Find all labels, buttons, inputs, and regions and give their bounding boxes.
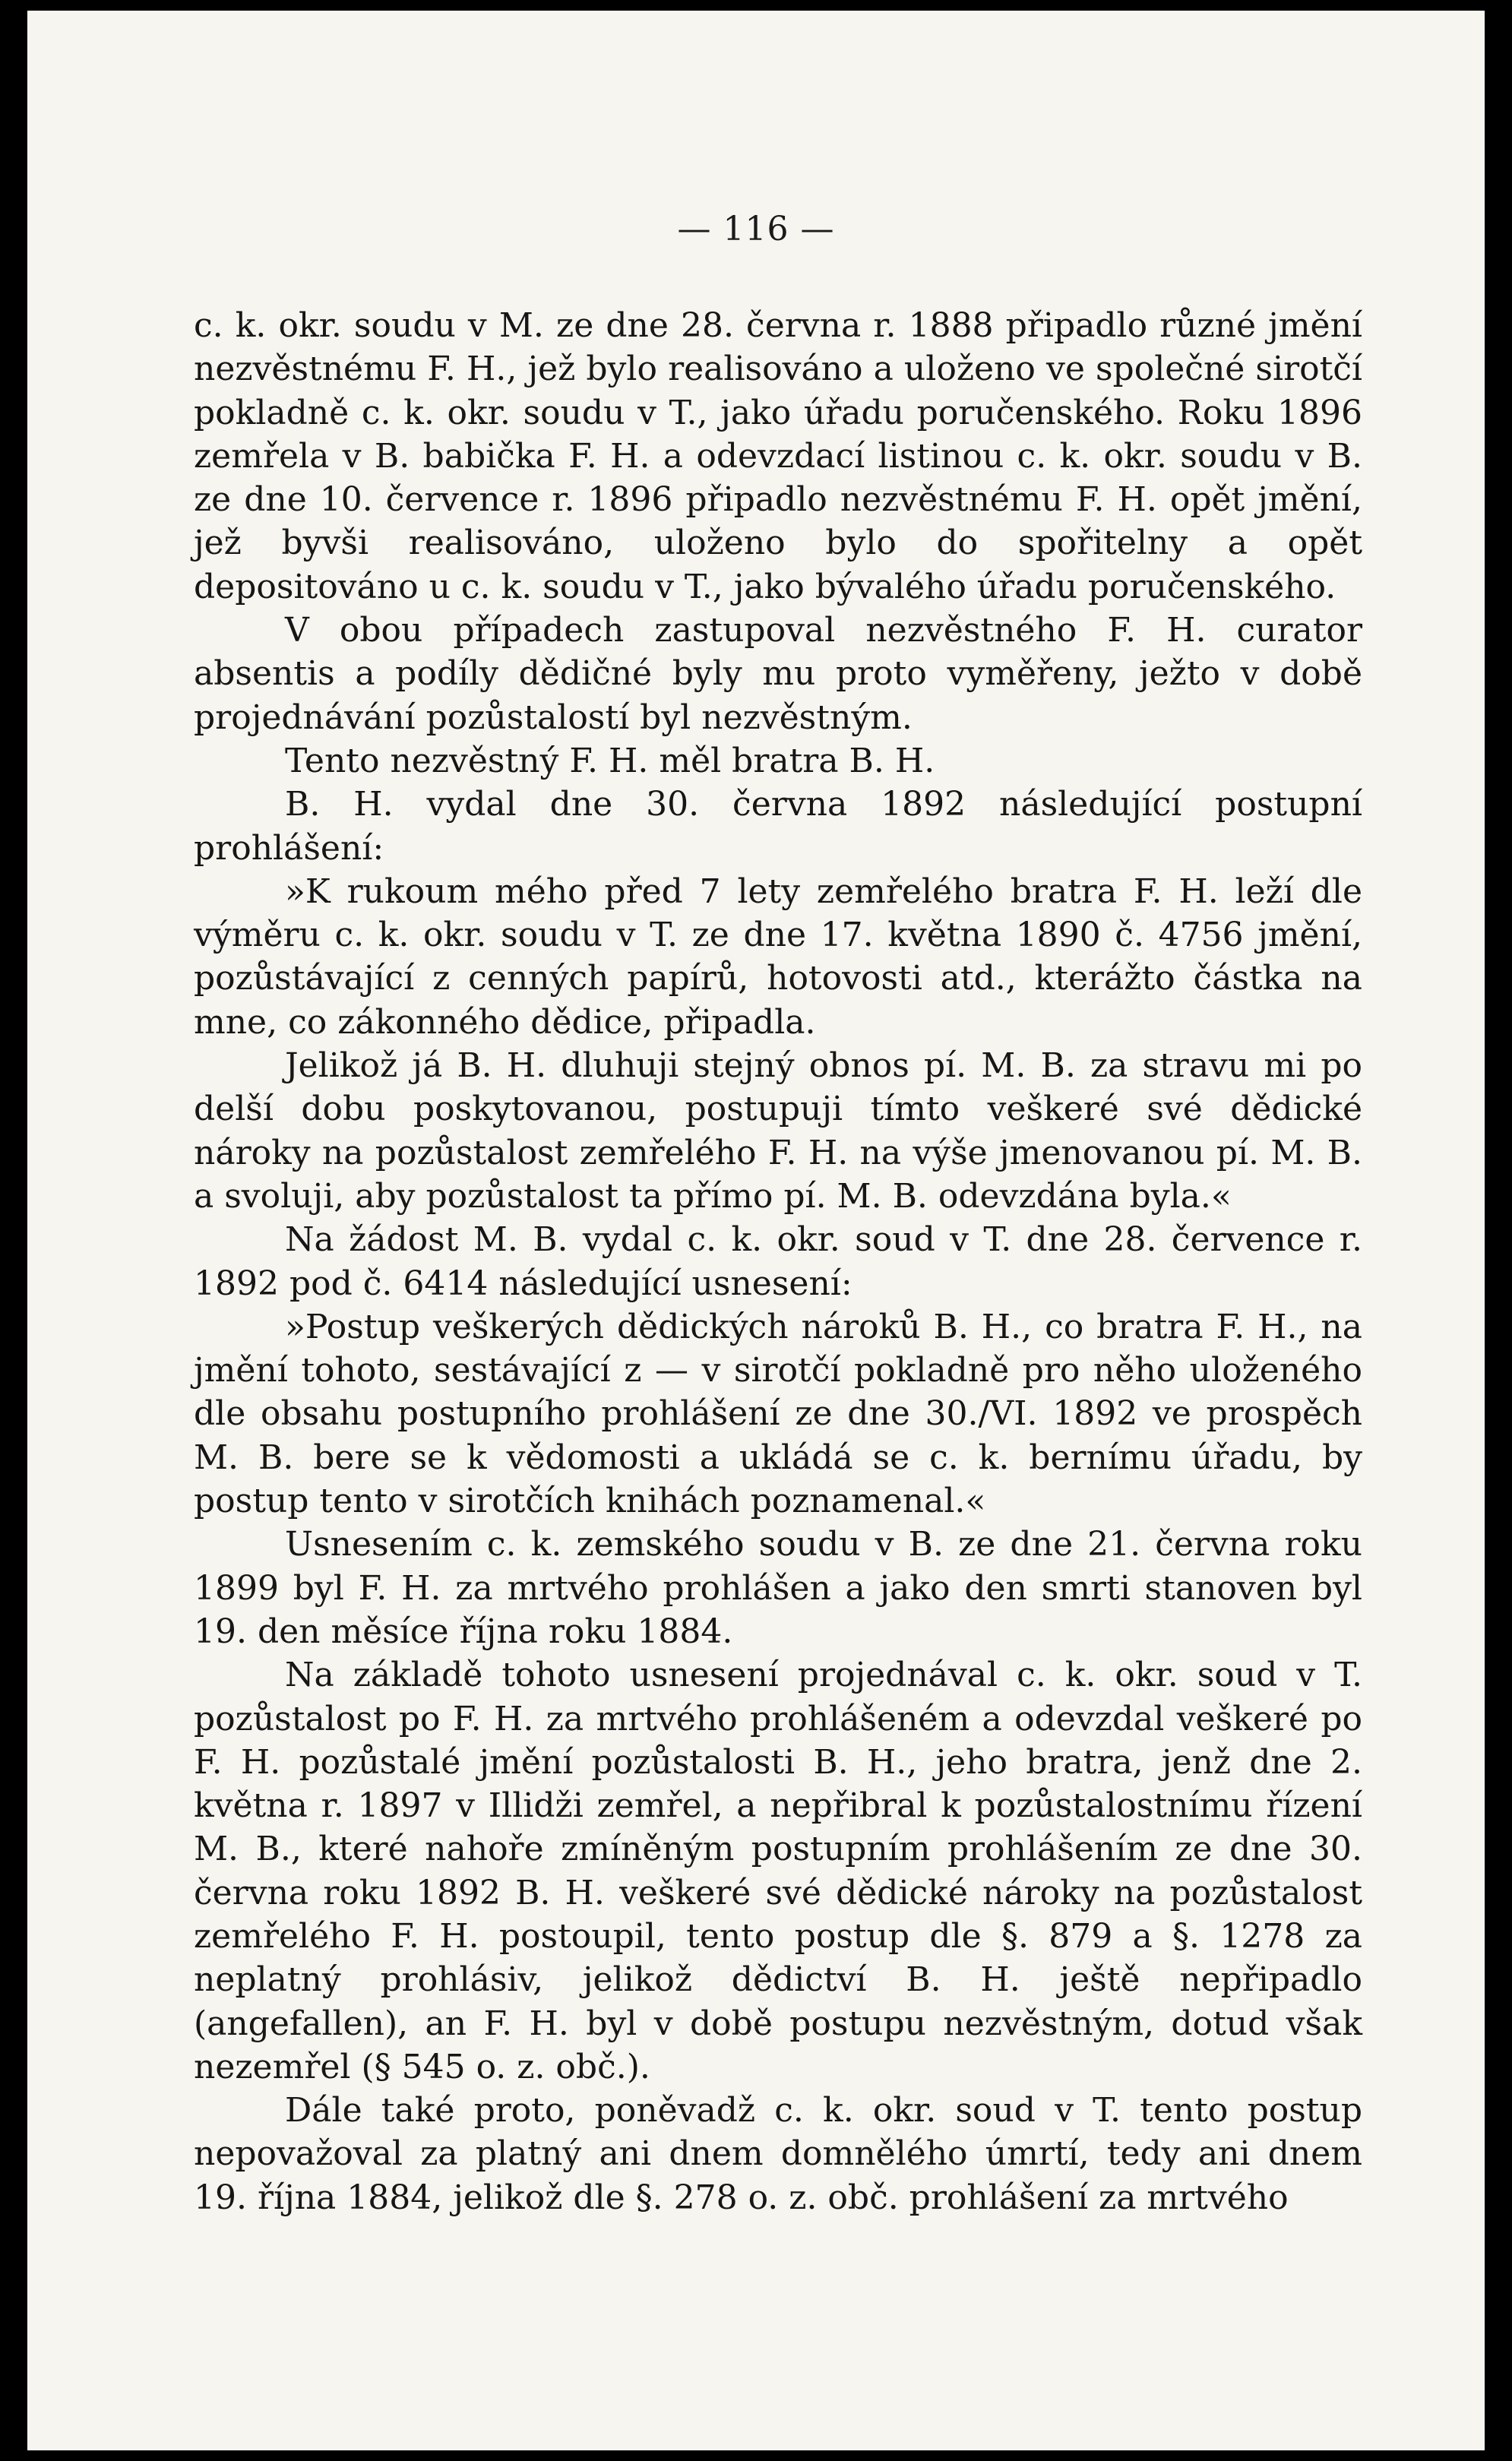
page-number: — 116 — — [677, 210, 835, 248]
paragraph-6: Jelikož já B. H. dluhuji stejný obnos pí. M. B. za stravu mi po delší dobu poskytovanou, postupuji tímto veškeré své dědické nároky na pozůstalost zemřelého F. H. na výše jmenovanou pí. M. B. a svoluji, aby pozůstalost ta přímo pí. M. B. odevzdána byla.« — [194, 1046, 1362, 1216]
paragraph-10: Na základě tohoto usnesení projednával c. k. okr. soud v T. pozůstalost po F. H. za mrtvého prohlášeném a odevzdal veškeré po F. H. pozůstalé jmění pozůstalosti B. H., jeho bratra, jenž dne 2. května r. 1897 v Illidži zemřel, a nepřibral k pozůstalostnímu řízení M. B., které nahoře zmíněným postupním prohlášením ze dne 30. června roku 1892 B. H. veškeré své dědické nároky na pozůstalost zemřelého F. H. postoupil, tento postup dle §. 879 a §. 1278 za neplatný prohlásiv, jelikož dědictví B. H. ještě nepřipadlo (angefallen), an F. H. byl v době postupu nezvěstným, dotud však nezemřel (§ 545 o. z. obč.). — [194, 1656, 1362, 2086]
paragraph-1: c. k. okr. soudu v M. ze dne 28. června r. 1888 připadlo různé jmění nezvěstnému F. H., jež bylo realisováno a uloženo ve společné sirotčí pokladně c. k. okr. soudu v T., jako úřadu poručenského. Roku 1896 zemřela v B. babička F. H. a odevzdací listinou c. k. okr. soudu v B. ze dne 10. července r. 1896 připadlo nezvěstnému F. H. opět jmění, jež byvši realisováno, uloženo bylo do spořitelny a opět depositováno u c. k. soudu v T., jako bývalého úřadu poručenského. — [194, 306, 1362, 606]
paragraph-5: »K rukoum mého před 7 lety zemřelého bratra F. H. leží dle výměru c. k. okr. soudu v T. ze dne 17. května 1890 č. 4756 jmění, pozůstávající z cenných papírů, hotovosti atd., kterážto částka na mne, co zákonného dědice, připadla. — [194, 871, 1362, 1042]
paragraph-2: V obou případech zastupoval nezvěstného F. H. curator absentis a podíly dědičné byly mu proto vyměřeny, ježto v době projednávání pozůstalostí byl nezvěstným. — [194, 611, 1362, 737]
paragraph-8: »Postup veškerých dědických nároků B. H., co bratra F. H., na jmění tohoto, sestávající z — v sirotčí pokladně pro něho uloženého dle obsahu postupního prohlášení ze dne 30./VI. 1892 ve prospěch M. B. bere se k vědomosti a ukládá se c. k. bernímu úřadu, by postup tento v sirotčích knihách poznamenal.« — [194, 1307, 1362, 1521]
paragraph-3: Tento nezvěstný F. H. měl bratra B. H. — [285, 741, 935, 780]
paragraph-9: Usnesením c. k. zemského soudu v B. ze dne 21. června roku 1899 byl F. H. za mrtvého prohlášen a jako den smrti stanoven byl 19. den měsíce října roku 1884. — [194, 1525, 1362, 1651]
paragraph-7: Na žádost M. B. vydal c. k. okr. soud v T. dne 28. července r. 1892 pod č. 6414 následující usnesení: — [194, 1220, 1362, 1303]
paragraph-4: B. H. vydal dne 30. června 1892 následující postupní prohlášení: — [194, 785, 1362, 868]
paragraph-11: Dále také proto, poněvadž c. k. okr. soud v T. tento postup nepovažoval za platný ani dnem domnělého úmrtí, tedy ani dnem 19. října 1884, jelikož dle §. 278 o. z. obč. prohlášení za mrtvého — [194, 2091, 1362, 2217]
book-page — [27, 11, 1485, 2450]
body-text — [194, 304, 1362, 2219]
